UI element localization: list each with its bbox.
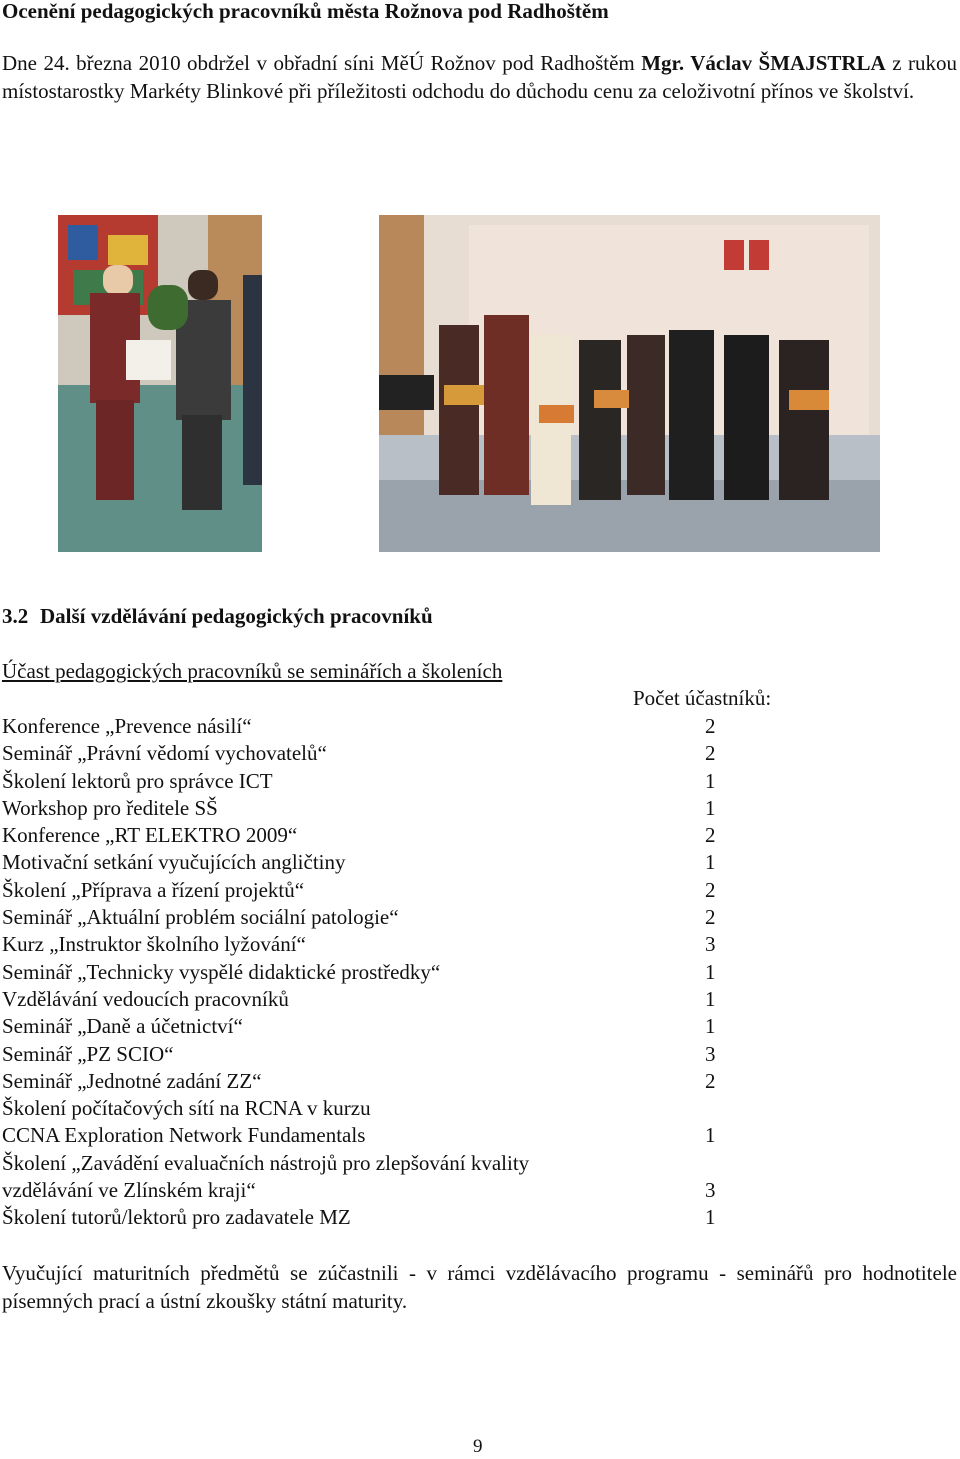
- training-row: [2, 959, 762, 986]
- participant-count-header: Počet účastníků:: [633, 686, 772, 710]
- intro-paragraph: [2, 50, 957, 105]
- training-row: [2, 740, 762, 767]
- training-count: 2: [705, 905, 716, 930]
- training-row: [2, 795, 762, 822]
- training-row: [2, 1177, 762, 1204]
- training-row: [2, 1068, 762, 1095]
- training-row: [2, 1204, 762, 1231]
- training-row: [2, 1095, 762, 1122]
- training-count: 1: [705, 795, 716, 820]
- training-count: 3: [705, 1178, 716, 1203]
- training-row: [2, 768, 762, 795]
- training-row: [2, 1041, 762, 1068]
- award-handover-photo: [58, 215, 262, 552]
- training-count: 3: [705, 932, 716, 957]
- training-count: 1: [705, 1205, 716, 1230]
- training-row: [2, 1122, 762, 1149]
- training-count: 2: [705, 741, 716, 766]
- training-row: [2, 849, 762, 876]
- training-row: [2, 904, 762, 931]
- training-count: 1: [705, 1014, 716, 1039]
- training-count: 1: [705, 986, 716, 1011]
- training-name: Konference „RT ELEKTRO 2009“: [2, 823, 298, 848]
- training-name: Školení „Zavádění evaluačních nástrojů pro zlepšování kvality: [2, 1150, 530, 1175]
- section-title: Další vzdělávání pedagogických pracovníků: [40, 604, 433, 628]
- training-name: Konference „Prevence násilí“: [2, 714, 252, 738]
- training-count: 1: [705, 850, 716, 875]
- training-row: [2, 931, 762, 958]
- training-count: 2: [705, 877, 716, 902]
- group-awardees-photo: [379, 215, 880, 552]
- training-name: Seminář „PZ SCIO“: [2, 1041, 174, 1066]
- training-row: [2, 986, 762, 1013]
- training-name: Workshop pro ředitele SŠ: [2, 795, 218, 820]
- training-count: 2: [705, 714, 716, 738]
- training-count: 1: [705, 959, 716, 984]
- section-heading: [2, 604, 433, 629]
- training-name: Školení tutorů/lektorů pro zadavatele MZ: [2, 1205, 351, 1230]
- training-count: 3: [705, 1041, 716, 1066]
- training-name: Školení „Příprava a řízení projektů“: [2, 877, 305, 902]
- section-number: 3.2: [2, 604, 29, 628]
- training-count: 2: [705, 823, 716, 848]
- closing-paragraph: Vyučující maturitních předmětů se zúčastnili - v rámci vzdělávacího programu - seminářů pro hodnotitele písemných prací a ústní zkoušky státní maturity.: [2, 1261, 957, 1313]
- training-name: Kurz „Instruktor školního lyžování“: [2, 932, 306, 957]
- training-count: 2: [705, 1068, 716, 1093]
- training-name: Seminář „Daně a účetnictví“: [2, 1014, 243, 1039]
- training-name: vzdělávání ve Zlínském kraji“: [2, 1178, 256, 1203]
- training-name: Školení lektorů pro správce ICT: [2, 768, 273, 793]
- training-row: [2, 1150, 762, 1177]
- training-name: CCNA Exploration Network Fundamentals: [2, 1123, 366, 1148]
- training-row: [2, 877, 762, 904]
- training-row: [2, 1013, 762, 1040]
- page-heading: Ocenění pedagogických pracovníků města Rožnova pod Radhoštěm: [2, 0, 609, 23]
- training-name: Seminář „Aktuální problém sociální patologie“: [2, 905, 399, 930]
- training-count: 1: [705, 1123, 716, 1148]
- training-name: Vzdělávání vedoucích pracovníků: [2, 986, 289, 1011]
- training-name: Seminář „Jednotné zadání ZZ“: [2, 1068, 262, 1093]
- page-number: 9: [473, 1436, 483, 1457]
- training-row: [2, 713, 762, 740]
- trainings-list: [2, 713, 762, 1232]
- training-name: Seminář „Technicky vyspělé didaktické prostředky“: [2, 959, 441, 984]
- trainings-subtitle: Účast pedagogických pracovníků se seminářích a školeních: [2, 659, 503, 683]
- intro-text-2: z rukou místostarostky Markéty Blinkové při příležitosti odchodu do důchodu cenu za celoživotní přínos ve školství.: [2, 51, 957, 103]
- training-row: [2, 822, 762, 849]
- training-count: 1: [705, 768, 716, 793]
- intro-text-1: Dne 24. března 2010 obdržel v obřadní síni MěÚ Rožnov pod Radhoštěm: [2, 51, 642, 75]
- awardee-name: Mgr. Václav ŠMAJSTRLA: [641, 51, 886, 75]
- training-name: Motivační setkání vyučujících angličtiny: [2, 850, 346, 875]
- training-name: Školení počítačových sítí na RCNA v kurzu: [2, 1096, 371, 1121]
- training-name: Seminář „Právní vědomí vychovatelů“: [2, 741, 327, 766]
